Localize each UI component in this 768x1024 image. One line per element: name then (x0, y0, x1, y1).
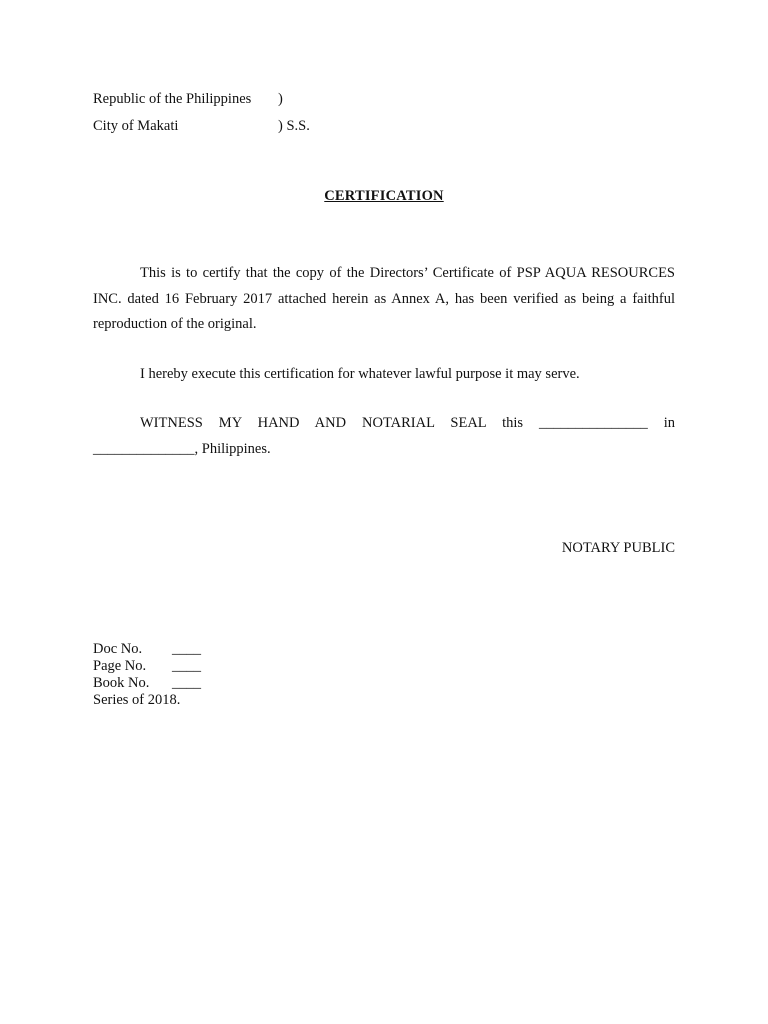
venue-line-country (93, 86, 393, 113)
venue-country-mark: ) (278, 91, 283, 107)
doc-no-row (93, 641, 293, 658)
page-no-label: Page No. (93, 658, 147, 674)
book-no-row (93, 675, 293, 692)
doc-no-blank: ____ (172, 641, 201, 657)
venue-block (93, 86, 393, 140)
venue-city-mark: ) S.S. (278, 118, 310, 134)
document-body (93, 261, 675, 462)
witness-paragraph: WITNESS MY HAND AND NOTARIAL SEAL this _______________ in ______________, Philippines. (93, 415, 675, 457)
venue-line-city (93, 113, 393, 140)
series-label: Series of 2018. (93, 692, 181, 708)
book-no-blank: ____ (172, 675, 201, 691)
certification-paragraph: This is to certify that the copy of the Directors’ Certificate of PSP AQUA RESOURCES INC. dated 16 February 2017 attached herein as Annex A, has been verified as being a faithful reproduction of the original. (93, 265, 675, 332)
venue-city-label: City of Makati (93, 118, 179, 134)
notary-public-signatory: NOTARY PUBLIC (561, 540, 675, 556)
notarial-register-block (93, 641, 293, 709)
doc-no-label: Doc No. (93, 641, 143, 657)
book-no-label: Book No. (93, 675, 150, 691)
purpose-paragraph: I hereby execute this certification for whatever lawful purpose it may serve. (140, 365, 580, 382)
series-row (93, 692, 293, 709)
venue-country-label: Republic of the Philippines (93, 91, 252, 107)
page-no-blank: ____ (172, 658, 201, 674)
page-no-row (93, 658, 293, 675)
document-title: CERTIFICATION (324, 188, 444, 204)
